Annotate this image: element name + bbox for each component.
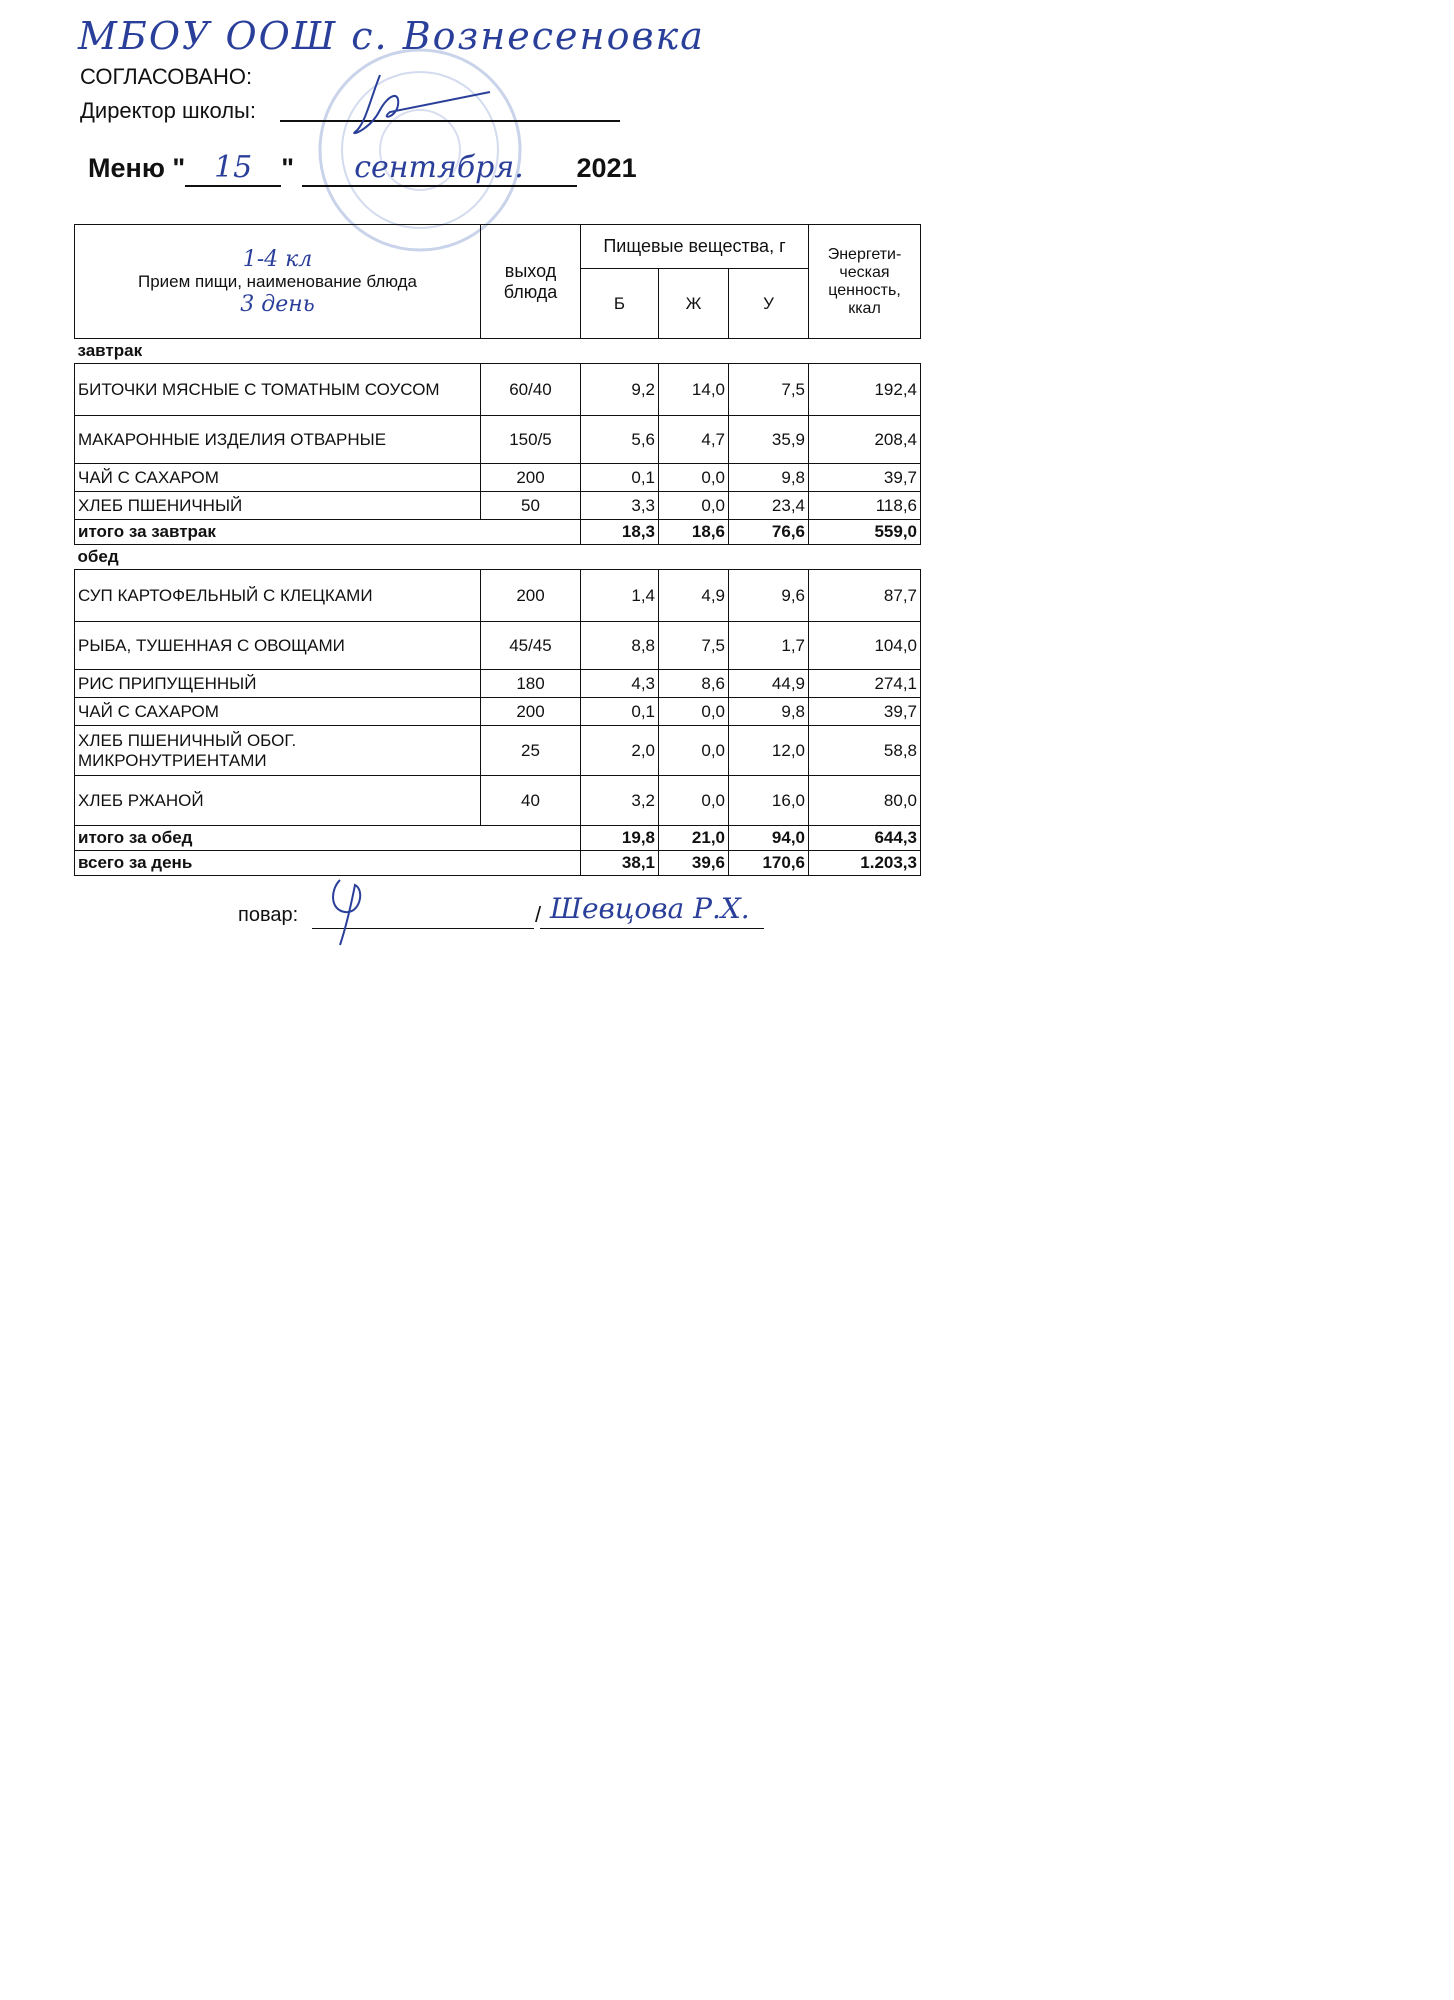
dish-name: ХЛЕБ ПШЕНИЧНЫЙ ОБОГ. МИКРОНУТРИЕНТАМИ bbox=[75, 726, 481, 776]
column-header-carbs: У bbox=[729, 269, 809, 339]
section-title: обед bbox=[77, 547, 119, 566]
column-header-protein: Б bbox=[581, 269, 659, 339]
dish-fat: 4,7 bbox=[659, 416, 729, 464]
dish-yield: 60/40 bbox=[481, 364, 581, 416]
dish-fat: 0,0 bbox=[659, 698, 729, 726]
dish-name: СУП КАРТОФЕЛЬНЫЙ С КЛЕЦКАМИ bbox=[75, 570, 481, 622]
dish-protein: 3,3 bbox=[581, 492, 659, 520]
dish-name: РЫБА, ТУШЕННАЯ С ОВОЩАМИ bbox=[75, 622, 481, 670]
dish-carbs: 23,4 bbox=[729, 492, 809, 520]
total-energy: 644,3 bbox=[809, 826, 921, 851]
approved-label: СОГЛАСОВАНО: bbox=[80, 64, 253, 89]
day-total-carbs: 170,6 bbox=[729, 851, 809, 876]
day-number-handwritten: 3 день bbox=[240, 291, 315, 317]
day-total-label: всего за день bbox=[75, 851, 581, 876]
dish-protein: 0,1 bbox=[581, 698, 659, 726]
column-header-dish-label: Прием пищи, наименование блюда bbox=[138, 271, 417, 291]
total-protein: 18,3 bbox=[581, 520, 659, 545]
total-carbs: 94,0 bbox=[729, 826, 809, 851]
dish-energy: 80,0 bbox=[809, 776, 921, 826]
dish-fat: 4,9 bbox=[659, 570, 729, 622]
menu-label: Меню " bbox=[88, 153, 186, 183]
dish-carbs: 9,8 bbox=[729, 464, 809, 492]
dish-energy: 39,7 bbox=[809, 464, 921, 492]
total-energy: 559,0 bbox=[809, 520, 921, 545]
day-total-fat: 39,6 bbox=[659, 851, 729, 876]
dish-fat: 0,0 bbox=[659, 726, 729, 776]
quote-mark: " bbox=[281, 153, 294, 183]
dish-protein: 3,2 bbox=[581, 776, 659, 826]
table-row bbox=[75, 492, 921, 520]
dish-name: ХЛЕБ РЖАНОЙ bbox=[75, 776, 481, 826]
total-label: итого за завтрак bbox=[75, 520, 581, 545]
dish-fat: 0,0 bbox=[659, 492, 729, 520]
dish-carbs: 12,0 bbox=[729, 726, 809, 776]
grade-handwritten: 1-4 кл bbox=[242, 246, 313, 272]
cook-label: повар: bbox=[238, 904, 299, 926]
dish-name: ХЛЕБ ПШЕНИЧНЫЙ bbox=[75, 492, 481, 520]
dish-energy: 58,8 bbox=[809, 726, 921, 776]
section-title: завтрак bbox=[77, 341, 143, 360]
section-header bbox=[75, 339, 921, 364]
total-fat: 18,6 bbox=[659, 520, 729, 545]
dish-protein: 8,8 bbox=[581, 622, 659, 670]
dish-carbs: 7,5 bbox=[729, 364, 809, 416]
dish-yield: 45/45 bbox=[481, 622, 581, 670]
section-total-row bbox=[75, 520, 921, 545]
table-row bbox=[75, 698, 921, 726]
day-total-energy: 1.203,3 bbox=[809, 851, 921, 876]
dish-carbs: 44,9 bbox=[729, 670, 809, 698]
dish-energy: 274,1 bbox=[809, 670, 921, 698]
year: 2021 bbox=[576, 153, 637, 183]
dish-name: ЧАЙ С САХАРОМ bbox=[75, 464, 481, 492]
table-row bbox=[75, 364, 921, 416]
day-total-protein: 38,1 bbox=[581, 851, 659, 876]
menu-table bbox=[74, 224, 921, 876]
menu-date-line bbox=[88, 150, 637, 187]
dish-name: БИТОЧКИ МЯСНЫЕ С ТОМАТНЫМ СОУСОМ bbox=[75, 364, 481, 416]
dish-protein: 4,3 bbox=[581, 670, 659, 698]
dish-protein: 0,1 bbox=[581, 464, 659, 492]
month-blank bbox=[302, 150, 577, 187]
dish-fat: 0,0 bbox=[659, 464, 729, 492]
table-row bbox=[75, 570, 921, 622]
cook-name-line bbox=[540, 928, 764, 929]
dish-fat: 7,5 bbox=[659, 622, 729, 670]
dish-name: РИС ПРИПУЩЕННЫЙ bbox=[75, 670, 481, 698]
section-header bbox=[75, 545, 921, 570]
dish-energy: 208,4 bbox=[809, 416, 921, 464]
column-header-dish bbox=[75, 225, 481, 339]
dish-yield: 40 bbox=[481, 776, 581, 826]
director-signature-image bbox=[350, 70, 500, 140]
cook-separator: / bbox=[535, 902, 542, 927]
dish-fat: 14,0 bbox=[659, 364, 729, 416]
dish-carbs: 9,6 bbox=[729, 570, 809, 622]
dish-protein: 1,4 bbox=[581, 570, 659, 622]
dish-carbs: 9,8 bbox=[729, 698, 809, 726]
column-header-fat: Ж bbox=[659, 269, 729, 339]
total-fat: 21,0 bbox=[659, 826, 729, 851]
table-row bbox=[75, 776, 921, 826]
dish-name: ЧАЙ С САХАРОМ bbox=[75, 698, 481, 726]
dish-yield: 150/5 bbox=[481, 416, 581, 464]
table-row bbox=[75, 416, 921, 464]
day-total-row bbox=[75, 851, 921, 876]
dish-protein: 2,0 bbox=[581, 726, 659, 776]
dish-energy: 104,0 bbox=[809, 622, 921, 670]
table-row bbox=[75, 464, 921, 492]
day-handwritten: 15 bbox=[214, 150, 253, 185]
total-carbs: 76,6 bbox=[729, 520, 809, 545]
dish-protein: 9,2 bbox=[581, 364, 659, 416]
menu-table-body bbox=[75, 339, 921, 876]
director-label: Директор школы: bbox=[80, 98, 256, 123]
total-label: итого за обед bbox=[75, 826, 581, 851]
table-row bbox=[75, 726, 921, 776]
cook-name-handwritten: Шевцова Р.Х. bbox=[550, 892, 750, 925]
month-handwritten: сентября. bbox=[354, 150, 524, 185]
dish-name: МАКАРОННЫЕ ИЗДЕЛИЯ ОТВАРНЫЕ bbox=[75, 416, 481, 464]
day-blank bbox=[185, 150, 281, 187]
column-header-yield: выход блюда bbox=[481, 225, 581, 339]
table-row bbox=[75, 622, 921, 670]
total-protein: 19,8 bbox=[581, 826, 659, 851]
dish-yield: 25 bbox=[481, 726, 581, 776]
dish-energy: 39,7 bbox=[809, 698, 921, 726]
dish-yield: 50 bbox=[481, 492, 581, 520]
dish-yield: 200 bbox=[481, 698, 581, 726]
column-header-energy: Энергети-ческая ценность, ккал bbox=[809, 225, 921, 339]
dish-yield: 200 bbox=[481, 464, 581, 492]
cook-signature-image bbox=[320, 870, 380, 950]
dish-carbs: 35,9 bbox=[729, 416, 809, 464]
dish-energy: 192,4 bbox=[809, 364, 921, 416]
dish-yield: 180 bbox=[481, 670, 581, 698]
dish-carbs: 16,0 bbox=[729, 776, 809, 826]
table-row bbox=[75, 670, 921, 698]
dish-protein: 5,6 bbox=[581, 416, 659, 464]
school-name-handwritten: МБОУ ООШ с. Вознесеновка bbox=[78, 14, 705, 58]
dish-fat: 0,0 bbox=[659, 776, 729, 826]
dish-energy: 87,7 bbox=[809, 570, 921, 622]
dish-carbs: 1,7 bbox=[729, 622, 809, 670]
dish-fat: 8,6 bbox=[659, 670, 729, 698]
column-header-nutrients: Пищевые вещества, г bbox=[581, 225, 809, 269]
dish-yield: 200 bbox=[481, 570, 581, 622]
dish-energy: 118,6 bbox=[809, 492, 921, 520]
section-total-row bbox=[75, 826, 921, 851]
